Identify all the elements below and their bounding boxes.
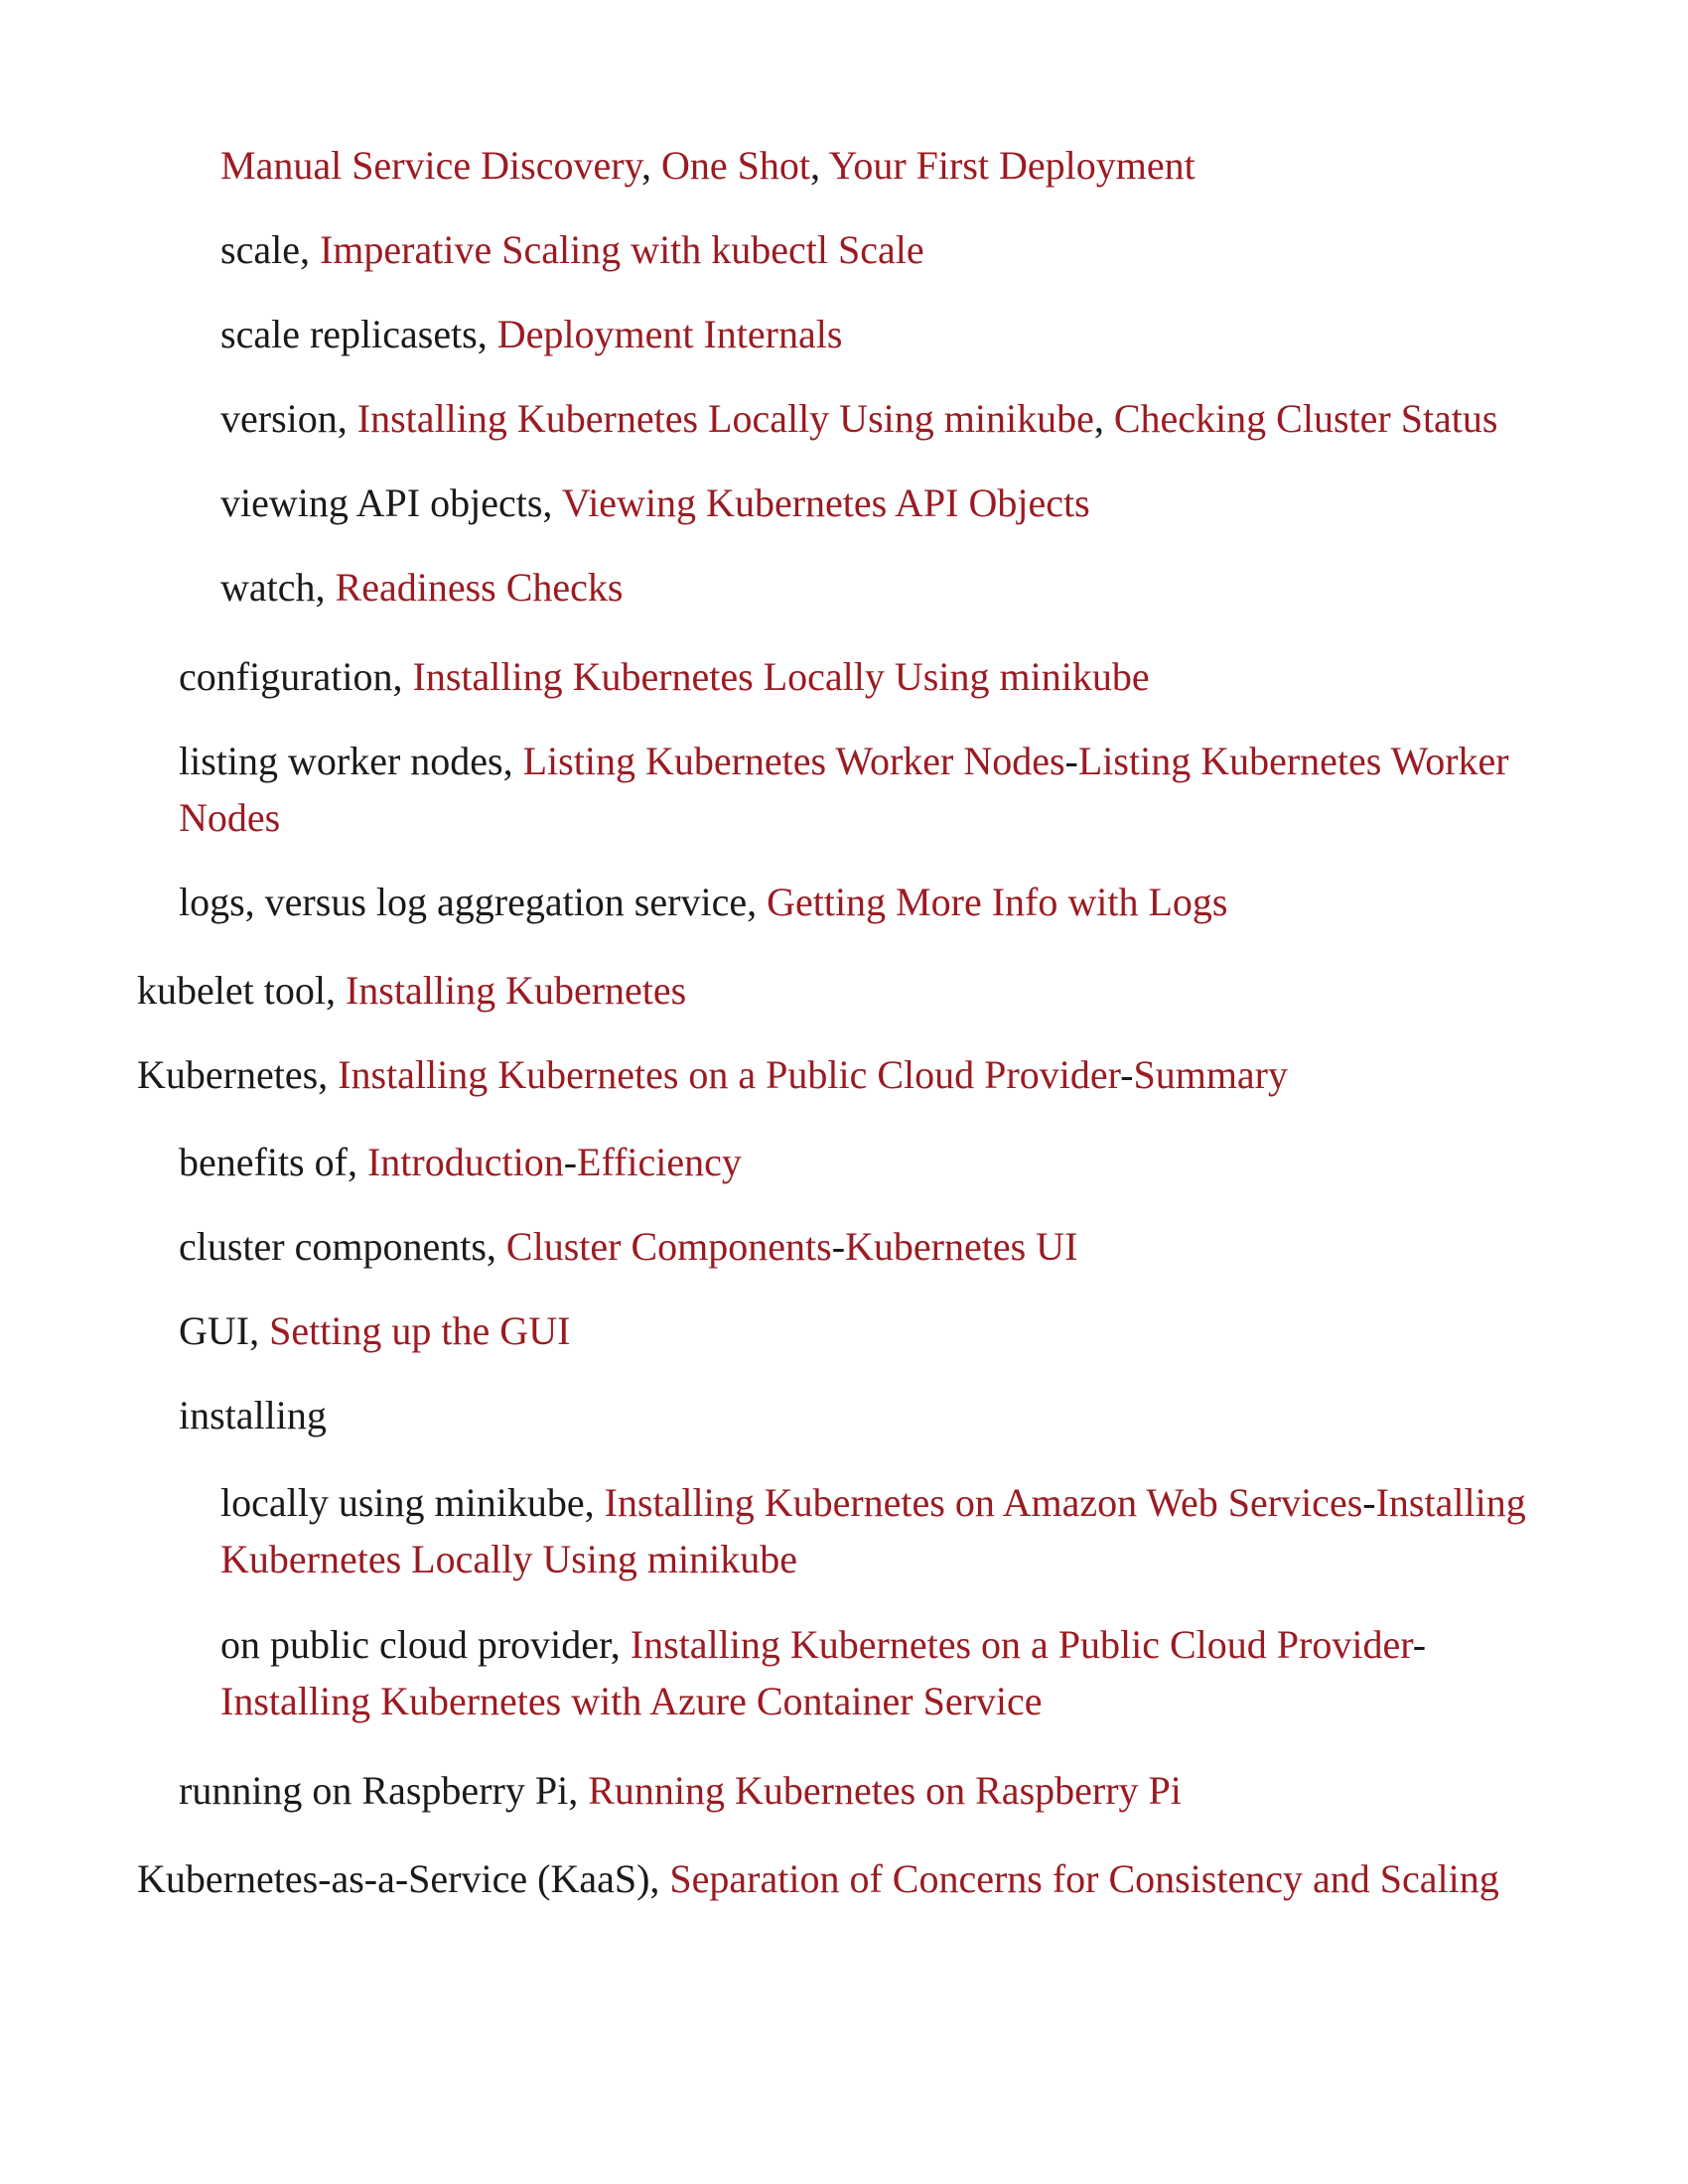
index-entry bbox=[220, 1474, 1541, 1587]
index-entry bbox=[179, 733, 1509, 846]
index-link[interactable]: Kubernetes UI bbox=[845, 1224, 1078, 1269]
index-entry bbox=[220, 1616, 1541, 1729]
index-entry bbox=[179, 874, 1509, 930]
index-link[interactable]: Setting up the GUI bbox=[269, 1308, 571, 1353]
index-term: on public cloud provider, bbox=[220, 1622, 631, 1667]
index-link[interactable]: Imperative Scaling with kubectl Scale bbox=[319, 227, 924, 272]
index-link[interactable]: Installing Kubernetes Locally Using minikube bbox=[356, 396, 1094, 441]
index-term: viewing API objects, bbox=[220, 480, 562, 525]
index-link[interactable]: Getting More Info with Logs bbox=[767, 880, 1228, 924]
index-entry bbox=[179, 1134, 1509, 1190]
index-link[interactable]: Summary bbox=[1133, 1052, 1288, 1097]
index-separator: - bbox=[563, 1140, 578, 1184]
index-link[interactable]: Installing Kubernetes Locally Using minikube bbox=[220, 1480, 1526, 1581]
index-entry bbox=[179, 1762, 1509, 1819]
index-entry bbox=[137, 962, 1507, 1019]
index-separator: - bbox=[1362, 1480, 1376, 1525]
index-entry bbox=[137, 1850, 1507, 1907]
index-entry bbox=[179, 1387, 1509, 1443]
index-link[interactable]: Listing Kubernetes Worker Nodes bbox=[179, 739, 1509, 840]
index-link[interactable]: Checking Cluster Status bbox=[1113, 396, 1498, 441]
index-entry bbox=[179, 1302, 1509, 1359]
index-term: benefits of, bbox=[179, 1140, 367, 1184]
index-link[interactable]: Manual Service Discovery bbox=[220, 143, 641, 188]
index-entry bbox=[220, 137, 1541, 194]
index-term: listing worker nodes, bbox=[179, 739, 523, 783]
index-link[interactable]: Installing Kubernetes with Azure Container Service bbox=[220, 1679, 1043, 1723]
index-separator: , bbox=[640, 143, 661, 188]
index-term: scale replicasets, bbox=[220, 312, 497, 356]
index-link[interactable]: Viewing Kubernetes API Objects bbox=[561, 480, 1090, 525]
index-link[interactable]: Separation of Concerns for Consistency and Scaling bbox=[669, 1856, 1499, 1901]
index-separator: - bbox=[831, 1224, 846, 1269]
index-entry bbox=[220, 390, 1541, 447]
index-entry bbox=[220, 559, 1541, 615]
index-link[interactable]: Readiness Checks bbox=[335, 565, 624, 610]
index-term: installing bbox=[179, 1393, 327, 1437]
index-term: configuration, bbox=[179, 654, 413, 699]
index-link[interactable]: Efficiency bbox=[577, 1140, 742, 1184]
index-term: kubelet tool, bbox=[137, 968, 346, 1013]
index-entry bbox=[220, 306, 1541, 362]
index-term: logs, versus log aggregation service, bbox=[179, 880, 768, 924]
index-term: Kubernetes-as-a-Service (KaaS), bbox=[137, 1856, 670, 1901]
index-separator: - bbox=[1064, 739, 1078, 783]
index-term: cluster components, bbox=[179, 1224, 506, 1269]
index-link[interactable]: Installing Kubernetes Locally Using minikube bbox=[412, 654, 1150, 699]
index-link[interactable]: Installing Kubernetes bbox=[345, 968, 687, 1013]
index-term: Kubernetes, bbox=[137, 1052, 339, 1097]
index-term: GUI, bbox=[179, 1308, 270, 1353]
index-entry bbox=[179, 648, 1509, 705]
index-link[interactable]: Installing Kubernetes on Amazon Web Services bbox=[604, 1480, 1363, 1525]
index-link[interactable]: Introduction bbox=[366, 1140, 564, 1184]
index-separator: , bbox=[809, 143, 829, 188]
index-entry bbox=[220, 475, 1541, 531]
index-link[interactable]: Installing Kubernetes on a Public Cloud Provider bbox=[630, 1622, 1413, 1667]
index-link[interactable]: Your First Deployment bbox=[828, 143, 1196, 188]
index-term: scale, bbox=[220, 227, 320, 272]
index-entry bbox=[220, 221, 1541, 278]
index-link[interactable]: Running Kubernetes on Raspberry Pi bbox=[588, 1768, 1182, 1813]
index-separator: , bbox=[1093, 396, 1114, 441]
index-term: version, bbox=[220, 396, 357, 441]
index-entry bbox=[137, 1046, 1507, 1103]
index-term: locally using minikube, bbox=[220, 1480, 605, 1525]
index-entry bbox=[179, 1218, 1509, 1275]
index-separator: - bbox=[1120, 1052, 1134, 1097]
index-link[interactable]: One Shot bbox=[660, 143, 810, 188]
index-link[interactable]: Listing Kubernetes Worker Nodes bbox=[522, 739, 1065, 783]
index-link[interactable]: Cluster Components bbox=[505, 1224, 832, 1269]
index-term: watch, bbox=[220, 565, 336, 610]
index-separator: - bbox=[1412, 1622, 1427, 1667]
index-link[interactable]: Installing Kubernetes on a Public Cloud Provider bbox=[338, 1052, 1121, 1097]
index-term: running on Raspberry Pi, bbox=[179, 1768, 589, 1813]
index-link[interactable]: Deployment Internals bbox=[496, 312, 843, 356]
